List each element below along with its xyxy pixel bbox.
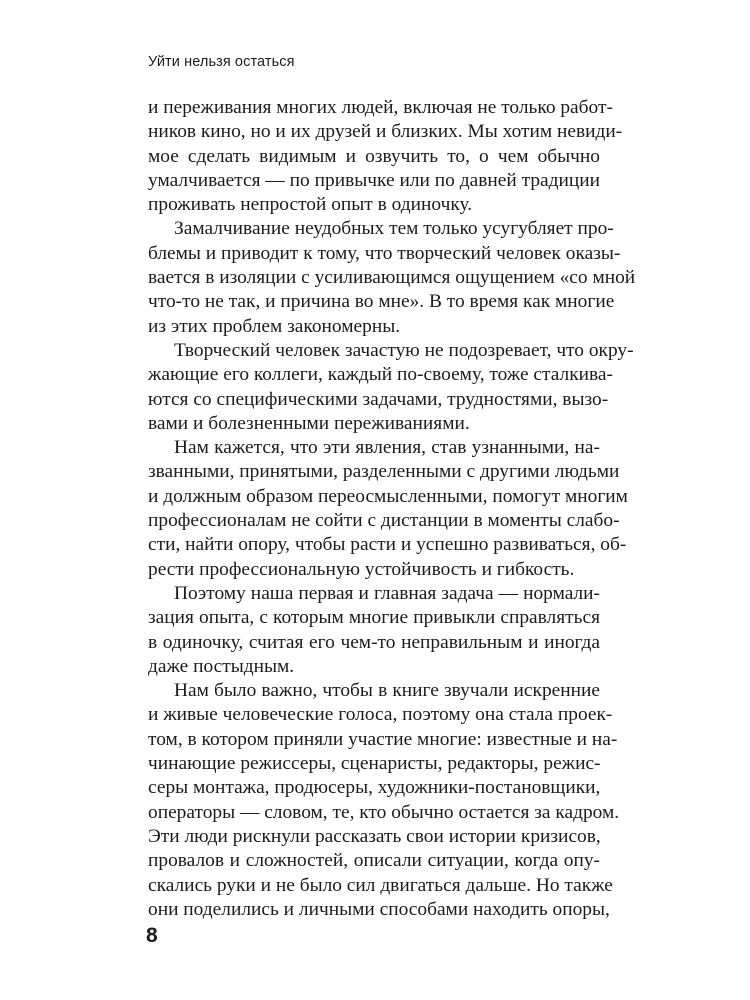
text-line: скались руки и не было сил двигаться дальше. Но также <box>148 874 613 896</box>
text-line: ются со специфическими задачами, трудностями, вызо- <box>148 388 609 410</box>
text-line: мое сделать видимым и озвучить то, о чем обычно <box>148 145 600 167</box>
text-line: зация опыта, с которым многие привыкли справляться <box>148 607 600 629</box>
text-line: жающие его коллеги, каждый по-своему, тоже сталкива- <box>148 364 613 386</box>
text-line: Эти люди рискнули рассказать свои истории кризисов, <box>148 825 601 847</box>
text-line: вается в изоляции с усиливающимся ощущением «со мной <box>148 267 636 289</box>
text-line: чинающие режиссеры, сценаристы, редакторы, режис- <box>148 753 601 775</box>
text-line: операторы — словом, те, кто обычно остается за кадром. <box>148 801 620 823</box>
text-line: рести профессиональную устойчивость и гибкость. <box>148 558 575 580</box>
text-line: серы монтажа, продюсеры, художники-постановщики, <box>148 777 601 799</box>
text-line: сти, найти опору, чтобы расти и успешно развиваться, об- <box>148 534 627 556</box>
text-line: вами и болезненными переживаниями. <box>148 412 470 434</box>
text-line: и живые человеческие голоса, поэтому она стала проек- <box>148 704 613 726</box>
page-number: 8 <box>146 924 158 947</box>
text-line: умалчивается — по привычке или по давней традиции <box>148 169 600 191</box>
text-line: они поделились и личными способами находить опоры, <box>148 898 610 920</box>
text-line: Творческий человек зачастую не подозревает, что окру- <box>174 339 634 361</box>
text-line: Нам кажется, что эти явления, став узнанными, на- <box>174 437 600 459</box>
text-line: и переживания многих людей, включая не только работ- <box>148 97 613 118</box>
text-line: из этих проблем закономерны. <box>148 315 401 337</box>
text-line: Поэтому наша первая и главная задача — нормали- <box>174 582 600 604</box>
text-line: блемы и приводит к тому, что творческий человек оказы- <box>148 242 621 264</box>
text-line: в одиночку, считая его чем-то неправильным и иногда <box>148 631 600 653</box>
text-line: и должным образом переосмысленными, помогут многим <box>148 485 628 507</box>
body-text <box>148 96 636 922</box>
text-line: званными, принятыми, разделенными с другими людьми <box>148 461 620 483</box>
text-line: даже постыдным. <box>148 655 295 677</box>
running-title: Уйти нельзя остаться <box>148 54 295 70</box>
text-line: проживать непростой опыт в одиночку. <box>148 194 473 216</box>
text-line: Нам было важно, чтобы в книге звучали искренние <box>174 680 600 702</box>
text-line: провалов и сложностей, описали ситуации, когда опу- <box>148 850 600 872</box>
text-line: профессионалам не сойти с дистанции в моменты слабо- <box>148 510 620 532</box>
text-line: что-то не так, и причина во мне». В то время как многие <box>148 291 615 313</box>
text-line: Замалчивание неудобных тем только усугубляет про- <box>174 218 614 240</box>
text-line: том, в котором приняли участие многие: известные и на- <box>148 728 618 750</box>
text-line: ников кино, но и их друзей и близких. Мы хотим невиди- <box>148 121 623 143</box>
